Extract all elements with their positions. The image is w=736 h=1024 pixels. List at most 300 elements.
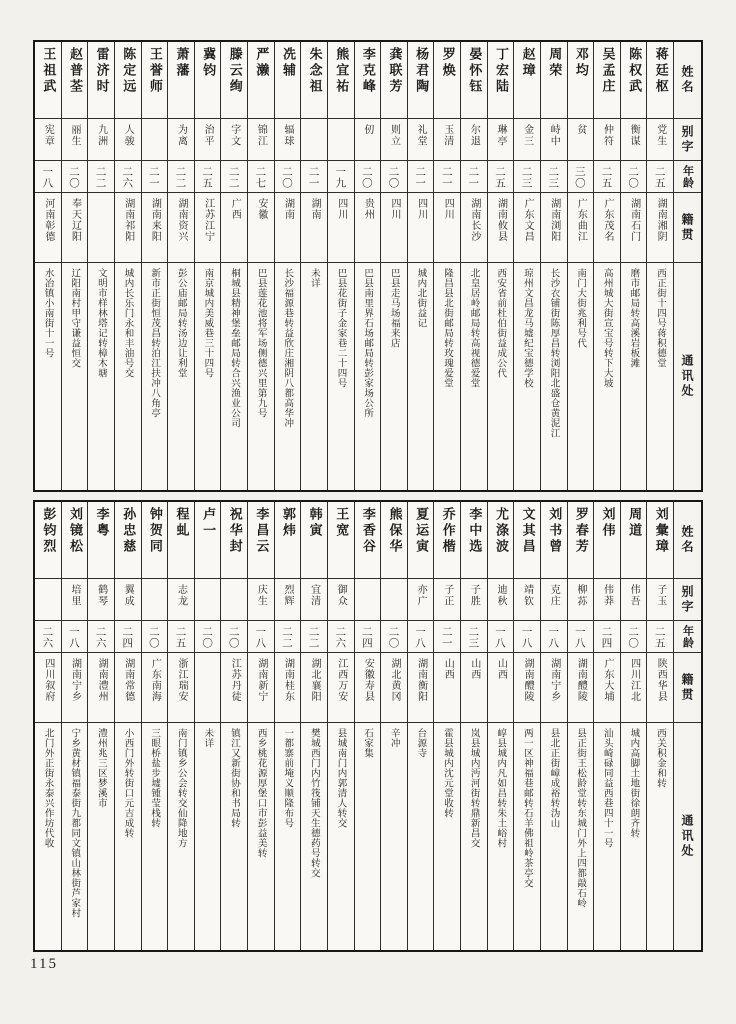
person-name: 卢一 [200,507,216,539]
person-address: 文明市样林塔记转樟木塘 [88,262,114,490]
person-name: 丁宏陆 [492,47,508,95]
person-name: 杨君陶 [413,47,429,95]
person-native-place: 河南彰德 [35,192,61,262]
person-column [301,502,328,950]
person-courtesy-name: 金三 [514,118,540,160]
person-courtesy-name: 为离 [168,118,194,160]
person-courtesy-name [328,118,354,160]
person-age: 二四 [594,620,620,652]
person-name: 冀钧 [200,47,216,79]
person-age: 一八 [488,620,514,652]
person-native-place: 陕西华县 [647,652,673,722]
person-age: 一八 [408,620,434,652]
person-column [621,42,648,490]
person-age: 二一 [301,160,327,192]
row-label-courtesy-name: 别字 [674,118,701,160]
person-name: 刘彙璋 [652,507,668,555]
person-courtesy-name: 礼堂 [408,118,434,160]
person-courtesy-name: 治平 [195,118,221,160]
person-age: 二〇 [621,620,647,652]
person-courtesy-name: 庆生 [248,578,274,620]
person-age: 一九 [328,160,354,192]
person-native-place [195,652,221,722]
person-column [594,42,621,490]
person-age: 二二 [275,620,301,652]
person-age: 二〇 [142,620,168,652]
row-label-address: 通讯处 [674,722,701,950]
person-age: 二〇 [275,160,301,192]
person-courtesy-name: 锦江 [248,118,274,160]
person-address: 南京城内美威巷三十四号 [195,262,221,490]
person-courtesy-name: 子胜 [461,578,487,620]
person-column [35,42,62,490]
person-name: 熊保华 [386,507,402,555]
row-label-age: 年龄 [674,620,701,652]
person-name: 周道 [626,507,642,539]
person-name: 罗春芳 [572,507,588,555]
person-name: 夏运寅 [413,507,429,555]
person-column [355,502,382,950]
person-courtesy-name: 靖钦 [514,578,540,620]
person-courtesy-name: 则立 [381,118,407,160]
row-label-courtesy-name: 别字 [674,578,701,620]
person-column [488,502,515,950]
person-name: 韩寅 [306,507,322,539]
person-native-place: 湖南 [301,192,327,262]
person-courtesy-name: 仲符 [594,118,620,160]
person-name: 李香谷 [359,507,375,555]
person-native-place: 广东南海 [142,652,168,722]
person-name: 王宽 [333,507,349,539]
person-column [195,502,222,950]
person-column [88,502,115,950]
person-age: 二七 [248,160,274,192]
person-column [381,42,408,490]
person-courtesy-name [355,578,381,620]
person-address: 城内长乐门永和丰油号交 [115,262,141,490]
person-column [461,42,488,490]
person-address: 西安省前杜伯街益成公代 [488,262,514,490]
person-name: 吴孟庄 [599,47,615,95]
person-native-place: 四川 [381,192,407,262]
person-courtesy-name: 亦广 [408,578,434,620]
person-name: 乔作楷 [439,507,455,555]
person-address: 磨市邮局转高溪岩板滩 [621,262,647,490]
person-address: 琼州文昌龙马墟纪宝德学校 [514,262,540,490]
person-native-place: 奉天辽阳 [62,192,88,262]
person-native-place: 湖南攸县 [488,192,514,262]
person-column [275,502,302,950]
person-age: 二六 [328,620,354,652]
person-courtesy-name: 尔退 [461,118,487,160]
person-name: 冼辅 [279,47,295,79]
person-courtesy-name: 党生 [647,118,673,160]
person-address: 未详 [301,262,327,490]
person-address: 高州城大街宣宝号转下大坡 [594,262,620,490]
person-native-place: 山西 [488,652,514,722]
person-name: 滕云绚 [226,47,242,95]
person-address: 辽阳南村甲守谦益恒交 [62,262,88,490]
person-native-place: 江苏江宁 [195,192,221,262]
person-native-place: 湖南来阳 [142,192,168,262]
person-native-place [88,192,114,262]
person-column [568,42,595,490]
person-native-place: 贵州 [355,192,381,262]
person-address: 镇江又新街协和书局转 [221,722,247,950]
person-name: 赵普荃 [66,47,82,95]
person-address: 岚县城内沔河街转鼎新昌交 [461,722,487,950]
person-column [647,42,674,490]
person-column [328,502,355,950]
person-native-place: 广东文昌 [514,192,540,262]
person-address: 巴县南里界石场邮局转彭家场公所 [355,262,381,490]
person-address: 未详 [195,722,221,950]
person-name: 严濑 [253,47,269,79]
person-courtesy-name [381,578,407,620]
person-name: 邓均 [572,47,588,79]
person-courtesy-name: 衡谋 [621,118,647,160]
person-age: 一八 [568,620,594,652]
person-courtesy-name: 峙中 [541,118,567,160]
person-native-place: 安徽寿县 [355,652,381,722]
person-column [195,42,222,490]
person-name: 孙忠慈 [120,507,136,555]
person-age: 二二 [221,160,247,192]
person-column [434,42,461,490]
person-native-place: 湖北黄冈 [381,652,407,722]
person-age: 二〇 [621,160,647,192]
person-age: 二〇 [195,620,221,652]
person-native-place: 广东茂名 [594,192,620,262]
person-address: 三眼桥盐步墟锺莹栈转 [142,722,168,950]
person-name: 陈定远 [120,47,136,95]
person-column [115,42,142,490]
person-age: 二二 [301,620,327,652]
person-address: 西乡桃花源厚堡口市彭益美转 [248,722,274,950]
person-native-place: 湖南浏阳 [541,192,567,262]
person-courtesy-name: 子玉 [647,578,673,620]
person-column [62,42,89,490]
page-number: 115 [30,956,58,972]
person-courtesy-name [301,118,327,160]
person-column [221,502,248,950]
person-address: 县城南门内郭清人转交 [328,722,354,950]
person-age: 二二 [168,160,194,192]
person-address: 石家集 [355,722,381,950]
person-native-place: 山西 [461,652,487,722]
person-name: 刘书曾 [546,507,562,555]
person-address: 北门外正街永泰兴作坊代收 [35,722,61,950]
person-column [35,502,62,950]
person-address: 霍县城内沈元堂收转 [434,722,460,950]
person-age: 二五 [168,620,194,652]
person-courtesy-name: 字文 [221,118,247,160]
person-courtesy-name [35,578,61,620]
person-courtesy-name: 伟莽 [594,578,620,620]
person-courtesy-name: 人骏 [115,118,141,160]
row-label-name: 姓名 [680,525,694,555]
person-address: 两一区神福巷邮转石羊佛祖岭茶亭交 [514,722,540,950]
person-courtesy-name [142,578,168,620]
person-age: 三〇 [568,160,594,192]
person-address: 城内北街益记 [408,262,434,490]
row-label-column [674,502,701,950]
person-courtesy-name: 翼成 [115,578,141,620]
person-name: 雷济时 [93,47,109,95]
person-address: 南门大街兆利号代 [568,262,594,490]
person-native-place: 安徽 [248,192,274,262]
person-name: 郭炜 [279,507,295,539]
person-name: 王誉师 [146,47,162,95]
person-age: 二五 [647,620,673,652]
person-native-place: 湖南澧州 [88,652,114,722]
person-age: 一八 [514,620,540,652]
person-native-place: 湖南石门 [621,192,647,262]
person-courtesy-name: 克庄 [541,578,567,620]
row-label-address: 通讯处 [674,262,701,490]
person-age: 一八 [541,620,567,652]
person-native-place: 湖南宁乡 [541,652,567,722]
person-age: 二一 [408,160,434,192]
person-native-place: 湖南湘阴 [647,192,673,262]
person-address: 长沙福源巷转益欣庄湘阴八都高华冲 [275,262,301,490]
person-address: 彭公庙邮局转汤边让利堂 [168,262,194,490]
person-native-place: 湖南醴陵 [514,652,540,722]
person-courtesy-name: 丽生 [62,118,88,160]
row-label-age: 年龄 [674,160,701,192]
person-native-place: 湖南宁乡 [62,652,88,722]
person-column [408,42,435,490]
person-age: 二三 [461,620,487,652]
person-courtesy-name: 柳荪 [568,578,594,620]
person-courtesy-name: 辐球 [275,118,301,160]
person-courtesy-name [195,578,221,620]
person-native-place: 广东大埔 [594,652,620,722]
person-age: 二一 [434,160,460,192]
person-name: 罗焕 [439,47,455,79]
person-column [647,502,674,950]
person-age: 二〇 [381,620,407,652]
person-column [541,42,568,490]
person-address: 西正街十四号蒋积德堂 [647,262,673,490]
person-column [248,502,275,950]
person-column [541,502,568,950]
person-column [221,42,248,490]
person-name: 李粤 [93,507,109,539]
person-column [381,502,408,950]
person-courtesy-name: 烈辉 [275,578,301,620]
person-name: 刘镜松 [66,507,82,555]
person-age: 二五 [488,160,514,192]
person-column [142,502,169,950]
person-address: 一都寨前埯义顺隆布号 [275,722,301,950]
person-address: 澧州兆三区梦溪市 [88,722,114,950]
person-name: 陈权武 [626,47,642,95]
person-native-place: 江西万安 [328,652,354,722]
person-address: 南门镇乡公会转交仙降地方 [168,722,194,950]
person-courtesy-name: 仞 [355,118,381,160]
person-address: 辛冲 [381,722,407,950]
person-column [594,502,621,950]
person-column [115,502,142,950]
person-name: 李中选 [466,507,482,555]
person-native-place: 四川 [328,192,354,262]
person-native-place: 四川江北 [621,652,647,722]
person-courtesy-name: 玉清 [434,118,460,160]
person-native-place: 四川 [434,192,460,262]
person-age: 二五 [647,160,673,192]
person-age: 二六 [35,620,61,652]
person-column [514,502,541,950]
row-label-column [674,42,701,490]
person-name: 朱念祖 [306,47,322,95]
person-name: 李克峰 [359,47,375,95]
person-courtesy-name [142,118,168,160]
person-age: 二一 [142,160,168,192]
person-age: 二一 [434,620,460,652]
person-courtesy-name: 子正 [434,578,460,620]
person-address: 樊城西门内竹筏铺天生德药号转交 [301,722,327,950]
person-courtesy-name: 御众 [328,578,354,620]
person-address: 隆昌县北街邮局转玫瑰爱堂 [434,262,460,490]
person-name: 周荣 [546,47,562,79]
person-address: 宁乡黄材镇福泰街九都同文镇山林街芦家村 [62,722,88,950]
person-address: 汕头崎碌同益西巷四十一号 [594,722,620,950]
person-native-place: 广西 [221,192,247,262]
person-native-place: 湖南常德 [115,652,141,722]
person-native-place: 湖南 [275,192,301,262]
person-age: 二〇 [355,160,381,192]
person-courtesy-name: 培里 [62,578,88,620]
person-column [355,42,382,490]
person-age: 二六 [115,160,141,192]
person-native-place: 湖南资兴 [168,192,194,262]
person-column [488,42,515,490]
person-column [568,502,595,950]
person-courtesy-name: 琳亭 [488,118,514,160]
person-address: 西关积金和转 [647,722,673,950]
person-name: 彭钧烈 [40,507,56,555]
person-address: 小西门外转街口元吉成转 [115,722,141,950]
row-label-name: 姓名 [680,65,694,95]
person-name: 祝华封 [226,507,242,555]
person-courtesy-name: 贫 [568,118,594,160]
person-column [461,502,488,950]
person-age: 一八 [248,620,274,652]
person-name: 蒋廷枢 [652,47,668,95]
person-name: 熊宜祐 [333,47,349,95]
person-name: 龚联芳 [386,47,402,95]
person-native-place: 湖南桂东 [275,652,301,722]
person-age: 二一 [461,160,487,192]
person-native-place: 四川叙府 [35,652,61,722]
row-label-native-place: 籍贯 [674,192,701,262]
person-column [408,502,435,950]
person-courtesy-name: 伟吾 [621,578,647,620]
person-address: 城内高脚土地街徐朗齐转 [621,722,647,950]
person-native-place: 湖南衡阳 [408,652,434,722]
person-column [142,42,169,490]
person-address: 崞县城内凡如昌转朱土峪村 [488,722,514,950]
person-column [275,42,302,490]
person-age: 二四 [355,620,381,652]
person-courtesy-name: 九洲 [88,118,114,160]
person-courtesy-name: 鹤琴 [88,578,114,620]
person-name: 尤涤波 [492,507,508,555]
person-address: 县北正街嶂成裕转沩山 [541,722,567,950]
person-courtesy-name: 志龙 [168,578,194,620]
person-column [248,42,275,490]
person-native-place: 湖南新宁 [248,652,274,722]
row-label-native-place: 籍贯 [674,652,701,722]
person-name: 文其昌 [519,507,535,555]
person-name: 李昌云 [253,507,269,555]
person-native-place: 湖北襄阳 [301,652,327,722]
person-column [88,42,115,490]
person-courtesy-name: 迪秋 [488,578,514,620]
person-age: 二二 [88,160,114,192]
person-address: 新市正街恒茂昌转泊江扶冲八角亭 [142,262,168,490]
person-native-place: 四川 [408,192,434,262]
person-column [621,502,648,950]
person-name: 程虬 [173,507,189,539]
person-age: 一八 [62,620,88,652]
person-age: 二〇 [381,160,407,192]
person-age: 二〇 [221,620,247,652]
person-age: 二三 [514,160,540,192]
person-native-place: 湖南醴陵 [568,652,594,722]
person-address: 巴县莲花池将军场侧德兴里第九号 [248,262,274,490]
person-column [434,502,461,950]
person-column [301,42,328,490]
person-name: 钟贺同 [146,507,162,555]
person-address: 县正街王松龄堂转东城门外上四都敲石岭 [568,722,594,950]
person-address: 巴县走马场福来店 [381,262,407,490]
person-age: 二〇 [62,160,88,192]
person-courtesy-name [221,578,247,620]
person-address: 长沙衣铺街陈厚昌转浏阳北盛仓黄泥江 [541,262,567,490]
person-column [514,42,541,490]
person-native-place: 湖南祁阳 [115,192,141,262]
person-age: 二四 [115,620,141,652]
person-column [168,502,195,950]
person-name: 萧藩 [173,47,189,79]
person-name: 晏怀钰 [466,47,482,95]
person-native-place: 广东曲江 [568,192,594,262]
roster-table-bottom [33,500,703,952]
person-column [62,502,89,950]
person-age: 二五 [195,160,221,192]
person-address: 北皇居岭邮局转高视德爱堂 [461,262,487,490]
roster-table-top [33,40,703,492]
person-address: 水冶镇小南街十一号 [35,262,61,490]
person-name: 王祖武 [40,47,56,95]
person-age: 二五 [594,160,620,192]
person-native-place: 山西 [434,652,460,722]
person-courtesy-name: 宪章 [35,118,61,160]
person-address: 台源寺 [408,722,434,950]
person-native-place: 湖南长沙 [461,192,487,262]
person-native-place: 浙江瑞安 [168,652,194,722]
person-address: 巴县花街子金家巷二十四号 [328,262,354,490]
person-age: 二三 [541,160,567,192]
person-age: 二六 [88,620,114,652]
person-column [168,42,195,490]
person-column [328,42,355,490]
person-name: 赵璋 [519,47,535,79]
person-native-place: 江苏丹徒 [221,652,247,722]
person-age: 一八 [35,160,61,192]
